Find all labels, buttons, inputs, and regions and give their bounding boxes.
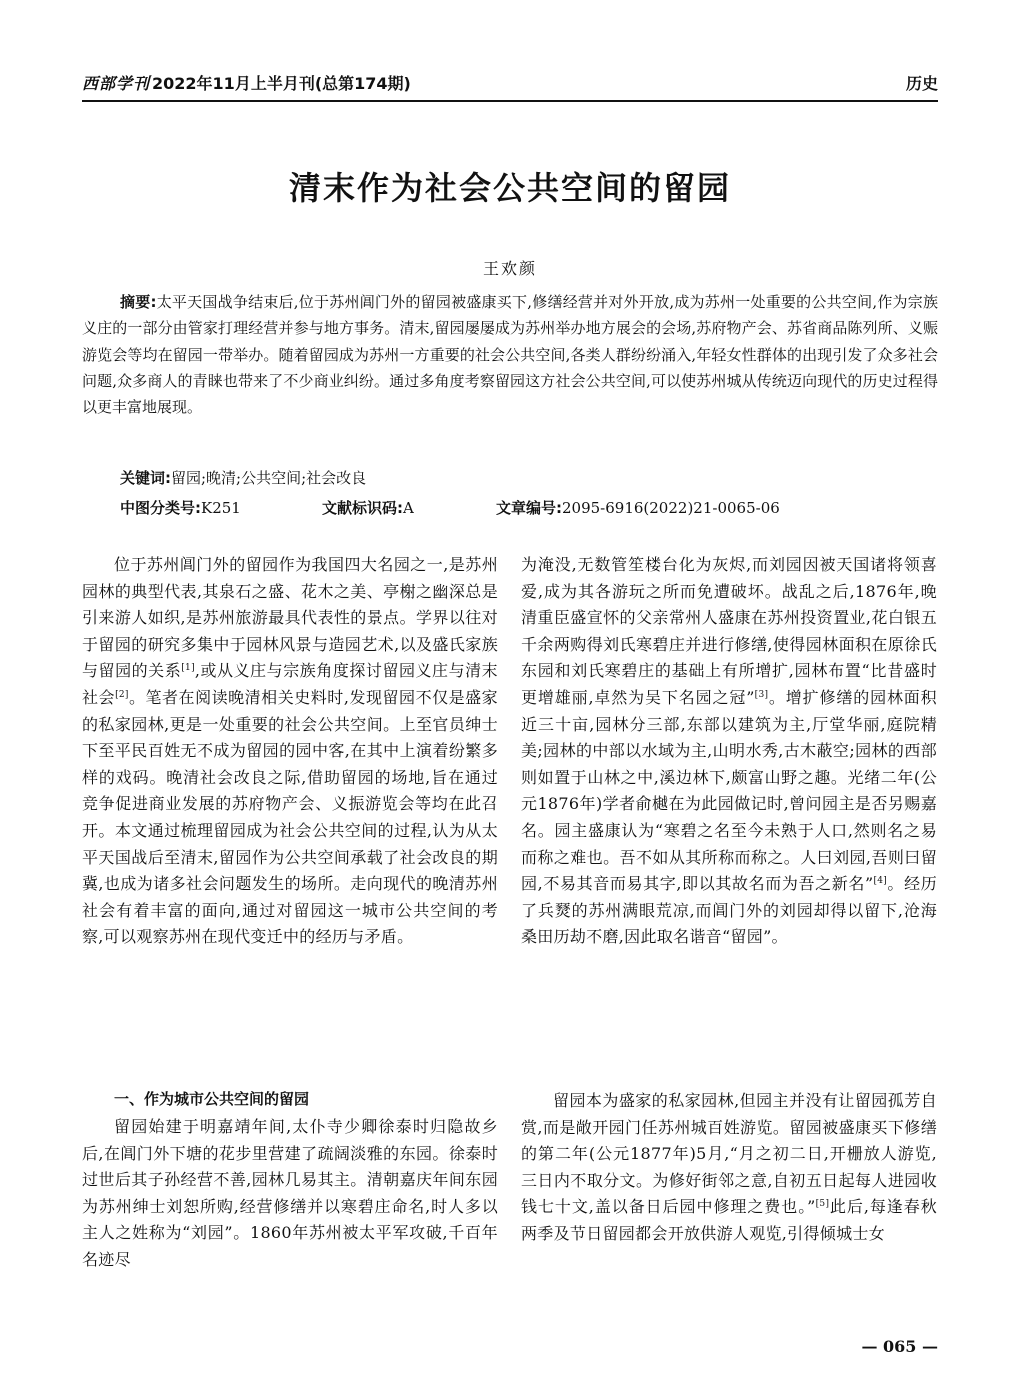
right-column-top — [521, 552, 937, 1089]
citation: [4] — [873, 876, 888, 887]
citation: [5] — [815, 1199, 830, 1210]
text-run: 位于苏州阊门外的留园作为我国四大名园之一,是苏州园林的典型代表,其泉石之盛、花木之美、亭榭之幽深总是引来游人如织,是苏州旅游最具代表性的景点。学界以往对于留园的研究多集中于园林风景与造园艺术,以及盛氏家族与留园的关系 — [82, 555, 498, 681]
doc-code-value: A — [403, 499, 414, 517]
keywords-label: 关键词: — [120, 469, 171, 487]
text-run: 。笔者在阅读晚清相关史料时,发现留园不仅是盛家的私家园林,更是一处重要的社会公共空间。上至官员绅士下至平民百姓无不成为留园的园中客,在其中上演着纷繁多样的戏码。晚清社会改良之际,借助留园的场地,旨在通过竞争促进商业发展的苏府物产会、义振游览会等均在此召开。本文通过梳理留园成为社会公共空间的过程,认为从太平天国战后至清末,留园作为公共空间承载了社会改良的期冀,也成为诸多社会问题发生的场所。走向现代的晚清苏州社会有着丰富的面向,通过对留园这一城市公共空间的考察,可以观察苏州在现代变迁中的经历与矛盾。 — [82, 687, 498, 947]
citation: [1] — [181, 663, 195, 674]
paragraph — [521, 552, 937, 951]
paragraph — [521, 1088, 937, 1248]
article-author: 王欢颜 — [482, 259, 537, 278]
classification-line — [120, 495, 940, 521]
issue-text: 2022年11月上半月刊(总第174期) — [152, 74, 411, 93]
journal-issue — [82, 71, 411, 97]
citation: [2] — [115, 689, 129, 700]
abstract — [82, 289, 938, 420]
keywords — [120, 465, 366, 491]
text-run: 。增扩修缮的园林面积近三十亩,园林分三部,东部以建筑为主,厅堂华丽,庭院精美;园林的中部以水域为主,山明水秀,古木蔽空;园林的西部则如置于山林之中,溪边林下,颇富山野之趣。光绪二年(公元1876年)学者俞樾在为此园做记时,曾问园主是否另赐嘉名。园主盛康认为“寒碧之名至今未熟于人口,然则名之易而称之难也。吾不如从其所称而称之。人曰刘园,吾则曰留园,不易其音而易其字,即以其故名而为吾之新名” — [521, 687, 937, 894]
article-title: 清末作为社会公共空间的留园 — [288, 169, 731, 207]
text-run: 留园本为盛家的私家园林,但园主并没有让留园孤芳自赏,而是敞开园门任苏州城百姓游览。留园被盛康买下修缮的第二年(公元1877年)5月,“月之初二日,开栅放人游览,三日内不取分文。为修好街邻之意,自初五日起每人进园收钱七十文,盖以备日后园中修理之费也。” — [521, 1091, 937, 1217]
clc-number — [120, 495, 241, 521]
header-rule — [82, 100, 938, 102]
left-column-top — [82, 552, 498, 1085]
article-no-value: 2095-6916(2022)21-0065-06 — [562, 499, 780, 517]
document-code — [322, 495, 414, 521]
keywords-text: 留园;晚清;公共空间;社会改良 — [171, 469, 367, 487]
section-heading: 一、作为城市公共空间的留园 — [114, 1090, 310, 1108]
running-head — [82, 71, 938, 97]
article-no-label: 文章编号: — [496, 499, 562, 517]
section-label: 历史 — [905, 74, 938, 93]
paragraph — [82, 552, 498, 951]
left-column-bottom — [82, 1114, 498, 1303]
text-run: ,或从义庄与宗族角度探讨留园义庄与清末社会 — [82, 661, 498, 707]
clc-value: K251 — [201, 499, 241, 517]
paragraph: 留园始建于明嘉靖年间,太仆寺少卿徐泰时归隐故乡后,在阊门外下塘的花步里营建了疏阔淡雅的东园。徐泰时过世后其子孙经营不善,园林几易其主。清朝嘉庆年间东园为苏州绅士刘恕所购,经营修缮并以寒碧庄命名,时人多以主人之姓称为“刘园”。1860年苏州被太平军攻破,千百年名迹尽 — [82, 1117, 498, 1269]
clc-label: 中图分类号: — [120, 499, 201, 517]
article-number — [496, 495, 780, 521]
right-column-bottom — [521, 1088, 937, 1303]
abstract-label: 摘要: — [120, 293, 157, 311]
citation: [3] — [754, 689, 769, 700]
journal-logo: 西部学刊 — [82, 74, 151, 93]
text-run: 。经历了兵燹的苏州满眼荒凉,而阊门外的刘园却得以留下,沧海桑田历劫不磨,因此取名谐音“留园”。 — [521, 874, 937, 947]
text-run: 为淹没,无数管笙楼台化为灰烬,而刘园因被天国诸将领喜爱,成为其各游玩之所而免遭破坏。战乱之后,1876年,晚清重臣盛宣怀的父亲常州人盛康在苏州投资置业,花白银五千余两购得刘氏寒碧庄并进行修缮,使得园林面积在原徐氏东园和刘氏寒碧庄的基础上有所增扩,园林布置“比昔盛时更增雄丽,卓然为吴下名园之冠” — [521, 555, 937, 707]
abstract-text: 太平天国战争结束后,位于苏州阊门外的留园被盛康买下,修缮经营并对外开放,成为苏州一处重要的公共空间,作为宗族义庄的一部分由管家打理经营并参与地方事务。清末,留园屡屡成为苏州举办地方展会的会场,苏府物产会、苏省商品陈列所、义赈游览会等均在留园一带举办。随着留园成为苏州一方重要的社会公共空间,各类人群纷纷涌入,年轻女性群体的出现引发了众多社会问题,众多商人的青睐也带来了不少商业纠纷。通过多角度考察留园这方社会公共空间,可以使苏州城从传统迈向现代的历史过程得以更丰富地展现。 — [82, 293, 939, 417]
text-run: 此后,每逢春秋两季及节日留园都会开放供游人观览,引得倾城士女 — [521, 1197, 937, 1243]
page-number: — 065 — — [861, 1337, 938, 1356]
doc-code-label: 文献标识码: — [322, 499, 403, 517]
